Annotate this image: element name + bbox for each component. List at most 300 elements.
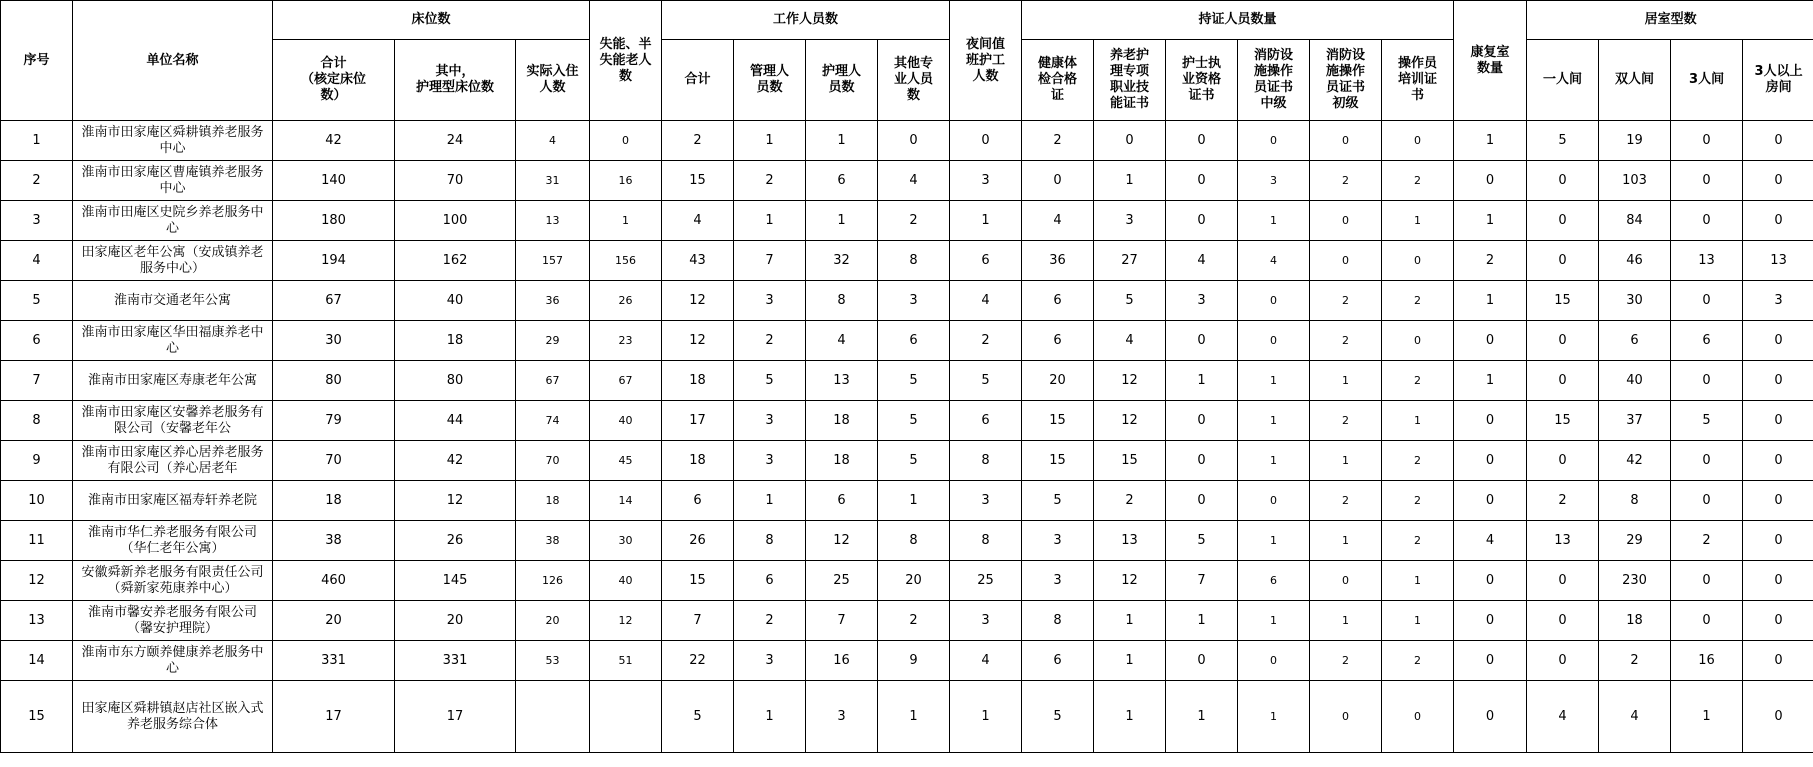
cell-value: 23 xyxy=(590,321,662,361)
cell-value: 12 xyxy=(662,321,734,361)
cell-value: 4 xyxy=(806,321,878,361)
cell-seq: 15 xyxy=(1,681,73,753)
cell-value: 0 xyxy=(1382,681,1454,753)
cell-value: 0 xyxy=(1527,441,1599,481)
cell-value: 6 xyxy=(806,161,878,201)
cell-value: 12 xyxy=(1094,361,1166,401)
cell-value: 0 xyxy=(590,121,662,161)
cell-value: 2 xyxy=(1527,481,1599,521)
cell-value: 8 xyxy=(950,441,1022,481)
cell-value: 1 xyxy=(1094,681,1166,753)
cell-value: 29 xyxy=(516,321,590,361)
cell-value: 74 xyxy=(516,401,590,441)
cell-unit-name: 田家庵区舜耕镇赵店社区嵌入式养老服务综合体 xyxy=(73,681,273,753)
cell-seq: 4 xyxy=(1,241,73,281)
cell-value: 18 xyxy=(806,441,878,481)
cell-value: 53 xyxy=(516,641,590,681)
cell-value: 0 xyxy=(1527,561,1599,601)
cell-value: 84 xyxy=(1599,201,1671,241)
header-bed-nursing: 其中， 护理型床位数 xyxy=(395,40,516,121)
header-cert-skill: 养老护 理专项 职业技 能证书 xyxy=(1094,40,1166,121)
cell-value: 1 xyxy=(1094,161,1166,201)
cell-value: 2 xyxy=(878,201,950,241)
cell-seq: 14 xyxy=(1,641,73,681)
cell-value: 13 xyxy=(1743,241,1813,281)
cell-value: 2 xyxy=(1599,641,1671,681)
cell-value: 331 xyxy=(395,641,516,681)
cell-value: 5 xyxy=(734,361,806,401)
cell-value: 15 xyxy=(1527,281,1599,321)
cell-value: 44 xyxy=(395,401,516,441)
cell-value: 1 xyxy=(1238,401,1310,441)
cell-value: 3 xyxy=(806,681,878,753)
cell-value: 8 xyxy=(878,521,950,561)
cell-value: 45 xyxy=(590,441,662,481)
cell-value: 2 xyxy=(878,601,950,641)
cell-value: 0 xyxy=(1743,441,1813,481)
cell-value: 5 xyxy=(1094,281,1166,321)
cell-value: 0 xyxy=(1238,641,1310,681)
cell-value: 1 xyxy=(1382,201,1454,241)
cell-value: 18 xyxy=(273,481,395,521)
cell-value: 2 xyxy=(734,321,806,361)
cell-value: 0 xyxy=(1527,321,1599,361)
cell-value: 19 xyxy=(1599,121,1671,161)
header-room-more: 3人以上 房间 xyxy=(1743,40,1813,121)
cell-value: 0 xyxy=(1166,401,1238,441)
cell-value: 8 xyxy=(878,241,950,281)
cell-value: 8 xyxy=(734,521,806,561)
cell-value: 0 xyxy=(1743,601,1813,641)
cell-value: 6 xyxy=(878,321,950,361)
cell-value: 13 xyxy=(516,201,590,241)
cell-value: 37 xyxy=(1599,401,1671,441)
cell-seq: 9 xyxy=(1,441,73,481)
cell-value: 0 xyxy=(1022,161,1094,201)
cell-unit-name: 淮南市馨安养老服务有限公司（馨安护理院） xyxy=(73,601,273,641)
cell-value: 0 xyxy=(1382,241,1454,281)
cell-value: 6 xyxy=(1671,321,1743,361)
cell-value: 4 xyxy=(1454,521,1527,561)
cell-seq: 7 xyxy=(1,361,73,401)
cell-value: 5 xyxy=(1527,121,1599,161)
cell-value: 3 xyxy=(734,441,806,481)
cell-value xyxy=(516,681,590,753)
cell-value: 36 xyxy=(516,281,590,321)
cell-value: 0 xyxy=(1166,161,1238,201)
cell-value: 22 xyxy=(662,641,734,681)
cell-value: 15 xyxy=(1022,441,1094,481)
cell-value: 0 xyxy=(1166,481,1238,521)
cell-value: 15 xyxy=(1022,401,1094,441)
cell-value: 36 xyxy=(1022,241,1094,281)
cell-value: 40 xyxy=(1599,361,1671,401)
cell-value: 40 xyxy=(590,401,662,441)
cell-value: 0 xyxy=(1671,361,1743,401)
cell-seq: 5 xyxy=(1,281,73,321)
cell-value: 2 xyxy=(1382,361,1454,401)
cell-value: 1 xyxy=(1382,561,1454,601)
cell-value: 8 xyxy=(806,281,878,321)
cell-value: 1 xyxy=(1382,601,1454,641)
table-row xyxy=(1,321,1813,361)
cell-unit-name: 淮南市田家庵区华田福康养老中心 xyxy=(73,321,273,361)
cell-value: 1 xyxy=(1454,121,1527,161)
cell-value: 140 xyxy=(273,161,395,201)
cell-value: 18 xyxy=(662,361,734,401)
cell-value: 79 xyxy=(273,401,395,441)
cell-value: 8 xyxy=(1599,481,1671,521)
header-beds: 床位数 xyxy=(273,1,590,40)
cell-value: 67 xyxy=(516,361,590,401)
cell-seq: 11 xyxy=(1,521,73,561)
cell-value: 194 xyxy=(273,241,395,281)
cell-value: 0 xyxy=(1238,121,1310,161)
cell-value: 27 xyxy=(1094,241,1166,281)
cell-value: 70 xyxy=(273,441,395,481)
table-row xyxy=(1,601,1813,641)
cell-value: 2 xyxy=(1022,121,1094,161)
cell-value: 2 xyxy=(1310,281,1382,321)
cell-value: 4 xyxy=(950,281,1022,321)
header-room-triple: 3人间 xyxy=(1671,40,1743,121)
cell-value: 0 xyxy=(1454,601,1527,641)
cell-value: 2 xyxy=(1382,441,1454,481)
cell-value: 18 xyxy=(662,441,734,481)
cell-value: 20 xyxy=(516,601,590,641)
cell-value: 1 xyxy=(1238,681,1310,753)
header-unit-name: 单位名称 xyxy=(73,1,273,121)
cell-value: 13 xyxy=(1671,241,1743,281)
cell-value: 5 xyxy=(1022,681,1094,753)
cell-seq: 3 xyxy=(1,201,73,241)
cell-value: 40 xyxy=(590,561,662,601)
cell-value: 0 xyxy=(1527,201,1599,241)
cell-value: 15 xyxy=(1527,401,1599,441)
header-seq: 序号 xyxy=(1,1,73,121)
cell-value: 7 xyxy=(734,241,806,281)
cell-value: 1 xyxy=(734,481,806,521)
table-row xyxy=(1,641,1813,681)
cell-value: 2 xyxy=(1454,241,1527,281)
cell-value: 0 xyxy=(1743,321,1813,361)
cell-value: 103 xyxy=(1599,161,1671,201)
cell-value: 12 xyxy=(1094,561,1166,601)
cell-value: 5 xyxy=(1022,481,1094,521)
cell-value: 7 xyxy=(662,601,734,641)
cell-value: 5 xyxy=(662,681,734,753)
cell-value: 0 xyxy=(1671,561,1743,601)
cell-value: 2 xyxy=(1671,521,1743,561)
cell-value: 3 xyxy=(1094,201,1166,241)
table-row xyxy=(1,121,1813,161)
cell-value: 0 xyxy=(1671,161,1743,201)
cell-value: 0 xyxy=(1454,401,1527,441)
table-row xyxy=(1,481,1813,521)
cell-value: 3 xyxy=(1166,281,1238,321)
cell-value: 4 xyxy=(1527,681,1599,753)
cell-unit-name: 淮南市田家庵区曹庵镇养老服务中心 xyxy=(73,161,273,201)
cell-value: 1 xyxy=(1238,441,1310,481)
cell-value: 0 xyxy=(1671,481,1743,521)
cell-value: 12 xyxy=(806,521,878,561)
cell-value: 12 xyxy=(590,601,662,641)
cell-value: 4 xyxy=(662,201,734,241)
cell-value: 0 xyxy=(1671,201,1743,241)
cell-value: 0 xyxy=(1166,641,1238,681)
cell-value: 0 xyxy=(1094,121,1166,161)
cell-value: 0 xyxy=(1382,321,1454,361)
cell-value: 1 xyxy=(1166,361,1238,401)
table-row xyxy=(1,561,1813,601)
cell-value: 0 xyxy=(1671,601,1743,641)
table-row xyxy=(1,361,1813,401)
cell-unit-name: 淮南市东方颐养健康养老服务中心 xyxy=(73,641,273,681)
cell-value: 30 xyxy=(273,321,395,361)
cell-value: 0 xyxy=(878,121,950,161)
header-cert-nurse: 护士执 业资格 证书 xyxy=(1166,40,1238,121)
cell-value: 1 xyxy=(878,681,950,753)
cell-value: 16 xyxy=(590,161,662,201)
cell-value: 1 xyxy=(1094,641,1166,681)
cell-value: 1 xyxy=(1454,201,1527,241)
cell-value: 0 xyxy=(1527,601,1599,641)
cell-value: 0 xyxy=(1454,641,1527,681)
cell-seq: 10 xyxy=(1,481,73,521)
cell-value: 0 xyxy=(1671,281,1743,321)
table-body xyxy=(1,121,1813,753)
cell-value: 14 xyxy=(590,481,662,521)
cell-unit-name: 安徽舜新养老服务有限责任公司（舜新家苑康养中心） xyxy=(73,561,273,601)
cell-value: 4 xyxy=(1238,241,1310,281)
cell-value: 4 xyxy=(516,121,590,161)
cell-unit-name: 淮南市交通老年公寓 xyxy=(73,281,273,321)
cell-value: 42 xyxy=(395,441,516,481)
cell-value xyxy=(590,681,662,753)
table-row xyxy=(1,681,1813,753)
cell-value: 3 xyxy=(878,281,950,321)
cell-value: 0 xyxy=(1671,441,1743,481)
table-row xyxy=(1,401,1813,441)
cell-value: 6 xyxy=(1599,321,1671,361)
header-cert-operator: 操作员 培训证 书 xyxy=(1382,40,1454,121)
cell-value: 12 xyxy=(662,281,734,321)
cell-value: 1 xyxy=(1238,361,1310,401)
header-staff-management: 管理人 员数 xyxy=(734,40,806,121)
header-bed-actual: 实际入住 人数 xyxy=(516,40,590,121)
cell-value: 157 xyxy=(516,241,590,281)
cell-value: 3 xyxy=(950,601,1022,641)
cell-value: 0 xyxy=(1527,361,1599,401)
header-rehab-rooms: 康复室 数量 xyxy=(1454,1,1527,121)
table-row xyxy=(1,201,1813,241)
cell-value: 6 xyxy=(734,561,806,601)
header-cert-fire-basic: 消防设 施操作 员证书 初级 xyxy=(1310,40,1382,121)
cell-value: 25 xyxy=(950,561,1022,601)
cell-value: 6 xyxy=(1022,281,1094,321)
cell-value: 1 xyxy=(1238,521,1310,561)
cell-value: 460 xyxy=(273,561,395,601)
cell-unit-name: 淮南市田庵区史院乡养老服务中心 xyxy=(73,201,273,241)
header-staff-total: 合计 xyxy=(662,40,734,121)
cell-value: 13 xyxy=(1094,521,1166,561)
cell-value: 2 xyxy=(662,121,734,161)
header-disabled-elderly: 失能、半 失能老人 数 xyxy=(590,1,662,121)
cell-value: 2 xyxy=(950,321,1022,361)
cell-value: 3 xyxy=(1022,521,1094,561)
cell-value: 1 xyxy=(590,201,662,241)
table-row xyxy=(1,241,1813,281)
cell-value: 0 xyxy=(1454,441,1527,481)
cell-value: 38 xyxy=(273,521,395,561)
cell-value: 0 xyxy=(1310,681,1382,753)
cell-value: 230 xyxy=(1599,561,1671,601)
cell-value: 2 xyxy=(1382,281,1454,321)
cell-value: 0 xyxy=(1454,561,1527,601)
cell-value: 0 xyxy=(1743,641,1813,681)
cell-value: 51 xyxy=(590,641,662,681)
cell-value: 1 xyxy=(1382,401,1454,441)
cell-value: 46 xyxy=(1599,241,1671,281)
cell-value: 20 xyxy=(878,561,950,601)
cell-value: 1 xyxy=(1310,361,1382,401)
cell-value: 0 xyxy=(1238,481,1310,521)
cell-value: 12 xyxy=(1094,401,1166,441)
cell-value: 25 xyxy=(806,561,878,601)
cell-unit-name: 淮南市田家庵区福寿轩养老院 xyxy=(73,481,273,521)
cell-seq: 6 xyxy=(1,321,73,361)
cell-value: 2 xyxy=(734,161,806,201)
header-staff: 工作人员数 xyxy=(662,1,950,40)
cell-value: 0 xyxy=(1743,401,1813,441)
cell-value: 5 xyxy=(878,361,950,401)
cell-value: 0 xyxy=(1166,201,1238,241)
cell-value: 2 xyxy=(1310,161,1382,201)
cell-value: 0 xyxy=(1382,121,1454,161)
cell-value: 6 xyxy=(1238,561,1310,601)
cell-value: 0 xyxy=(1527,641,1599,681)
cell-value: 0 xyxy=(1166,441,1238,481)
cell-value: 0 xyxy=(1310,121,1382,161)
cell-value: 80 xyxy=(273,361,395,401)
cell-value: 0 xyxy=(1238,281,1310,321)
cell-value: 0 xyxy=(1671,121,1743,161)
cell-value: 4 xyxy=(1599,681,1671,753)
cell-value: 5 xyxy=(950,361,1022,401)
cell-value: 2 xyxy=(1382,161,1454,201)
cell-value: 162 xyxy=(395,241,516,281)
cell-value: 6 xyxy=(950,241,1022,281)
cell-seq: 12 xyxy=(1,561,73,601)
header-room-single: 一人间 xyxy=(1527,40,1599,121)
cell-unit-name: 淮南市田家庵区养心居养老服务有限公司（养心居老年 xyxy=(73,441,273,481)
cell-value: 0 xyxy=(1743,521,1813,561)
cell-unit-name: 淮南市华仁养老服务有限公司（华仁老年公寓） xyxy=(73,521,273,561)
header-cert-health: 健康体 检合格 证 xyxy=(1022,40,1094,121)
cell-value: 1 xyxy=(1238,601,1310,641)
cell-value: 1 xyxy=(950,201,1022,241)
cell-value: 0 xyxy=(1743,121,1813,161)
cell-value: 3 xyxy=(950,161,1022,201)
table-row xyxy=(1,521,1813,561)
cell-value: 1 xyxy=(1166,681,1238,753)
header-room-double: 双人间 xyxy=(1599,40,1671,121)
cell-value: 2 xyxy=(1310,401,1382,441)
cell-value: 5 xyxy=(1166,521,1238,561)
cell-value: 5 xyxy=(1671,401,1743,441)
cell-value: 1 xyxy=(1671,681,1743,753)
cell-value: 18 xyxy=(1599,601,1671,641)
cell-value: 1 xyxy=(734,201,806,241)
cell-value: 0 xyxy=(1454,681,1527,753)
cell-value: 126 xyxy=(516,561,590,601)
cell-value: 2 xyxy=(1310,481,1382,521)
cell-value: 5 xyxy=(878,401,950,441)
cell-value: 1 xyxy=(806,121,878,161)
header-night-shift: 夜间值 班护工 人数 xyxy=(950,1,1022,121)
cell-value: 7 xyxy=(806,601,878,641)
header-bed-total: 合计 （核定床位 数） xyxy=(273,40,395,121)
cell-value: 1 xyxy=(1310,441,1382,481)
cell-value: 18 xyxy=(806,401,878,441)
cell-unit-name: 田家庵区老年公寓（安成镇养老服务中心） xyxy=(73,241,273,281)
cell-value: 17 xyxy=(662,401,734,441)
cell-value: 16 xyxy=(1671,641,1743,681)
cell-value: 1 xyxy=(734,681,806,753)
cell-value: 20 xyxy=(273,601,395,641)
cell-value: 15 xyxy=(1094,441,1166,481)
cell-value: 70 xyxy=(395,161,516,201)
cell-value: 9 xyxy=(878,641,950,681)
cell-value: 0 xyxy=(1310,241,1382,281)
cell-value: 1 xyxy=(1238,201,1310,241)
header-staff-other: 其他专 业人员 数 xyxy=(878,40,950,121)
cell-value: 3 xyxy=(734,401,806,441)
cell-value: 0 xyxy=(1743,161,1813,201)
cell-value: 2 xyxy=(1382,521,1454,561)
cell-unit-name: 淮南市田家庵区安馨养老服务有限公司（安馨老年公 xyxy=(73,401,273,441)
table-row xyxy=(1,441,1813,481)
cell-value: 0 xyxy=(1454,161,1527,201)
cell-value: 1 xyxy=(1454,361,1527,401)
cell-value: 24 xyxy=(395,121,516,161)
cell-value: 3 xyxy=(1238,161,1310,201)
cell-value: 3 xyxy=(1022,561,1094,601)
cell-value: 8 xyxy=(1022,601,1094,641)
table-row xyxy=(1,161,1813,201)
cell-value: 38 xyxy=(516,521,590,561)
cell-value: 4 xyxy=(950,641,1022,681)
cell-seq: 1 xyxy=(1,121,73,161)
cell-value: 0 xyxy=(1743,201,1813,241)
cell-value: 40 xyxy=(395,281,516,321)
cell-value: 15 xyxy=(662,161,734,201)
cell-value: 18 xyxy=(516,481,590,521)
header-cert-fire-intermediate: 消防设 施操作 员证书 中级 xyxy=(1238,40,1310,121)
cell-value: 42 xyxy=(1599,441,1671,481)
cell-value: 6 xyxy=(1022,321,1094,361)
cell-value: 67 xyxy=(590,361,662,401)
cell-value: 6 xyxy=(1022,641,1094,681)
cell-value: 1 xyxy=(950,681,1022,753)
cell-value: 18 xyxy=(395,321,516,361)
cell-value: 0 xyxy=(1454,481,1527,521)
cell-value: 331 xyxy=(273,641,395,681)
cell-value: 1 xyxy=(1166,601,1238,641)
cell-value: 2 xyxy=(1382,641,1454,681)
cell-value: 1 xyxy=(1094,601,1166,641)
cell-value: 3 xyxy=(734,641,806,681)
